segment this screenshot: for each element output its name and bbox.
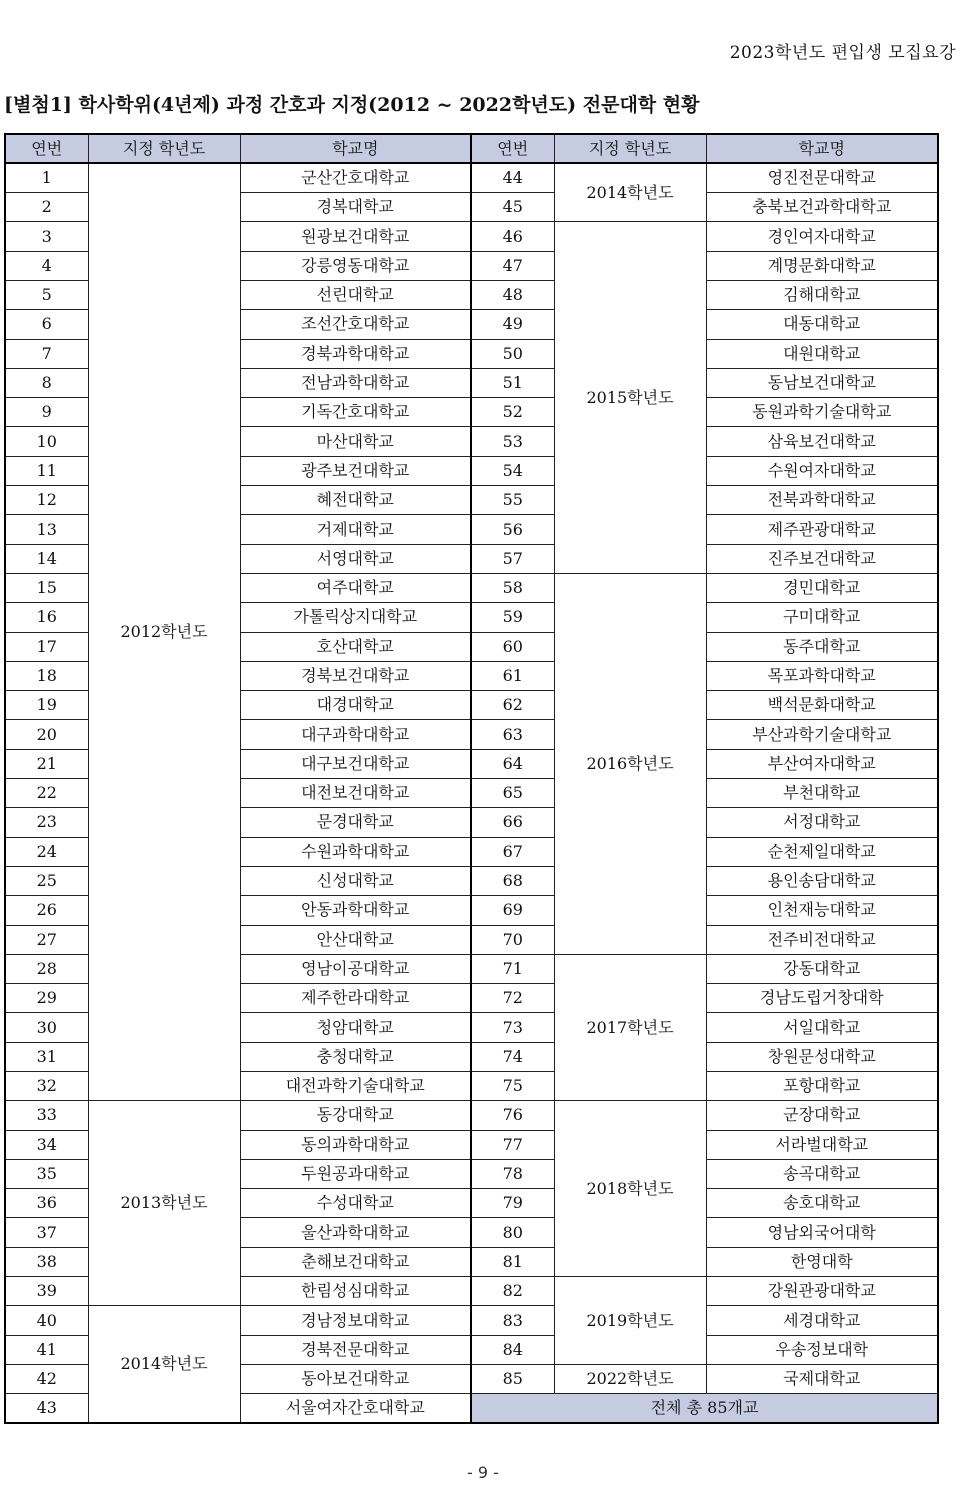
school-name: 대전보건대학교 [240, 779, 471, 808]
school-name: 제주관광대학교 [706, 515, 938, 544]
school-name: 한림성심대학교 [240, 1277, 471, 1306]
row-number: 53 [471, 427, 554, 456]
school-name: 동주대학교 [706, 632, 938, 661]
row-number: 30 [5, 1013, 88, 1042]
row-number: 68 [471, 866, 554, 895]
row-number: 32 [5, 1072, 88, 1101]
row-number: 64 [471, 749, 554, 778]
school-name: 대원대학교 [706, 339, 938, 368]
school-name: 계명문화대학교 [706, 251, 938, 280]
row-number: 39 [5, 1277, 88, 1306]
row-number: 52 [471, 398, 554, 427]
row-number: 35 [5, 1159, 88, 1188]
row-number: 11 [5, 456, 88, 485]
row-number: 41 [5, 1335, 88, 1364]
school-name: 우송정보대학 [706, 1335, 938, 1364]
school-name: 광주보건대학교 [240, 456, 471, 485]
school-name: 수원여자대학교 [706, 456, 938, 485]
col-header-year: 지정 학년도 [88, 134, 240, 163]
school-name: 백석문화대학교 [706, 691, 938, 720]
table-caption: [별첨1] 학사학위(4년제) 과정 간호과 지정(2012 ~ 2022학년도) 전문대학 현황 [4, 94, 700, 116]
school-name: 문경대학교 [240, 808, 471, 837]
row-number: 84 [471, 1335, 554, 1364]
school-name: 청암대학교 [240, 1013, 471, 1042]
school-name: 동의과학대학교 [240, 1130, 471, 1159]
row-number: 33 [5, 1101, 88, 1130]
school-name: 혜전대학교 [240, 486, 471, 515]
row-number: 47 [471, 251, 554, 280]
school-name: 구미대학교 [706, 603, 938, 632]
school-name: 제주한라대학교 [240, 984, 471, 1013]
school-name: 서라벌대학교 [706, 1130, 938, 1159]
school-name: 부산과학기술대학교 [706, 720, 938, 749]
school-name: 안동과학대학교 [240, 896, 471, 925]
school-name: 창원문성대학교 [706, 1042, 938, 1071]
school-name: 용인송담대학교 [706, 866, 938, 895]
school-name: 대전과학기술대학교 [240, 1072, 471, 1101]
row-number: 38 [5, 1247, 88, 1276]
school-name: 전남과학대학교 [240, 368, 471, 397]
school-name: 조선간호대학교 [240, 310, 471, 339]
school-name: 선린대학교 [240, 280, 471, 309]
school-name: 대구과학대학교 [240, 720, 471, 749]
school-name: 두원공과대학교 [240, 1159, 471, 1188]
row-number: 63 [471, 720, 554, 749]
designation-year: 2016학년도 [554, 573, 706, 954]
school-name: 울산과학대학교 [240, 1218, 471, 1247]
school-name: 송호대학교 [706, 1189, 938, 1218]
page-header: 2023학년도 편입생 모집요강 [729, 43, 956, 63]
row-number: 21 [5, 749, 88, 778]
school-name: 동강대학교 [240, 1101, 471, 1130]
row-number: 29 [5, 984, 88, 1013]
row-number: 31 [5, 1042, 88, 1071]
row-number: 1 [5, 163, 88, 192]
col-header-no: 연번 [5, 134, 88, 163]
col-header-year: 지정 학년도 [554, 134, 706, 163]
row-number: 9 [5, 398, 88, 427]
row-number: 75 [471, 1072, 554, 1101]
designation-year: 2013학년도 [88, 1101, 240, 1306]
row-number: 74 [471, 1042, 554, 1071]
row-number: 72 [471, 984, 554, 1013]
school-name: 경남정보대학교 [240, 1306, 471, 1335]
designation-year: 2017학년도 [554, 954, 706, 1100]
school-name: 안산대학교 [240, 925, 471, 954]
school-name: 경민대학교 [706, 573, 938, 602]
row-number: 62 [471, 691, 554, 720]
school-name: 포항대학교 [706, 1072, 938, 1101]
school-name: 서울여자간호대학교 [240, 1394, 471, 1423]
page-number: - 9 - [467, 1463, 499, 1482]
col-header-no: 연번 [471, 134, 554, 163]
row-number: 49 [471, 310, 554, 339]
school-name: 삼육보건대학교 [706, 427, 938, 456]
school-name: 영남외국어대학 [706, 1218, 938, 1247]
row-number: 42 [5, 1364, 88, 1393]
row-number: 77 [471, 1130, 554, 1159]
school-name: 서일대학교 [706, 1013, 938, 1042]
school-name: 동남보건대학교 [706, 368, 938, 397]
row-number: 12 [5, 486, 88, 515]
school-name: 경남도립거창대학 [706, 984, 938, 1013]
row-number: 73 [471, 1013, 554, 1042]
row-number: 45 [471, 193, 554, 222]
school-name: 진주보건대학교 [706, 544, 938, 573]
school-name: 강동대학교 [706, 954, 938, 983]
school-name: 경북전문대학교 [240, 1335, 471, 1364]
school-name: 동아보건대학교 [240, 1364, 471, 1393]
row-number: 3 [5, 222, 88, 251]
row-number: 59 [471, 603, 554, 632]
row-number: 26 [5, 896, 88, 925]
school-name: 기독간호대학교 [240, 398, 471, 427]
row-number: 55 [471, 486, 554, 515]
school-name: 영남이공대학교 [240, 954, 471, 983]
college-table [4, 133, 939, 1424]
school-name: 전주비전대학교 [706, 925, 938, 954]
row-number: 6 [5, 310, 88, 339]
school-name: 경북과학대학교 [240, 339, 471, 368]
row-number: 14 [5, 544, 88, 573]
school-name: 충청대학교 [240, 1042, 471, 1071]
row-number: 15 [5, 573, 88, 602]
school-name: 국제대학교 [706, 1364, 938, 1393]
school-name: 경인여자대학교 [706, 222, 938, 251]
row-number: 56 [471, 515, 554, 544]
row-number: 19 [5, 691, 88, 720]
school-name: 서영대학교 [240, 544, 471, 573]
school-name: 수원과학대학교 [240, 837, 471, 866]
row-number: 67 [471, 837, 554, 866]
school-name: 가톨릭상지대학교 [240, 603, 471, 632]
row-number: 17 [5, 632, 88, 661]
school-name: 김해대학교 [706, 280, 938, 309]
row-number: 60 [471, 632, 554, 661]
row-number: 27 [5, 925, 88, 954]
row-number: 8 [5, 368, 88, 397]
school-name: 원광보건대학교 [240, 222, 471, 251]
school-name: 대동대학교 [706, 310, 938, 339]
row-number: 7 [5, 339, 88, 368]
school-name: 대구보건대학교 [240, 749, 471, 778]
row-number: 50 [471, 339, 554, 368]
row-number: 80 [471, 1218, 554, 1247]
school-name: 수성대학교 [240, 1189, 471, 1218]
school-name: 여주대학교 [240, 573, 471, 602]
table-row [5, 1306, 938, 1335]
row-number: 10 [5, 427, 88, 456]
col-header-school: 학교명 [240, 134, 471, 163]
row-number: 24 [5, 837, 88, 866]
row-number: 2 [5, 193, 88, 222]
school-name: 강원관광대학교 [706, 1277, 938, 1306]
row-number: 13 [5, 515, 88, 544]
row-number: 54 [471, 456, 554, 485]
row-number: 20 [5, 720, 88, 749]
row-number: 18 [5, 661, 88, 690]
school-name: 호산대학교 [240, 632, 471, 661]
row-number: 44 [471, 163, 554, 192]
row-number: 82 [471, 1277, 554, 1306]
school-name: 서정대학교 [706, 808, 938, 837]
school-name: 송곡대학교 [706, 1159, 938, 1188]
school-name: 경북보건대학교 [240, 661, 471, 690]
row-number: 57 [471, 544, 554, 573]
designation-year: 2014학년도 [88, 1306, 240, 1423]
row-number: 37 [5, 1218, 88, 1247]
school-name: 군산간호대학교 [240, 163, 471, 192]
school-name: 동원과학기술대학교 [706, 398, 938, 427]
school-name: 인천재능대학교 [706, 896, 938, 925]
school-name: 군장대학교 [706, 1101, 938, 1130]
row-number: 61 [471, 661, 554, 690]
school-name: 거제대학교 [240, 515, 471, 544]
row-number: 58 [471, 573, 554, 602]
row-number: 22 [5, 779, 88, 808]
school-name: 영진전문대학교 [706, 163, 938, 192]
designation-year: 2012학년도 [88, 163, 240, 1101]
designation-year: 2014학년도 [554, 163, 706, 222]
row-number: 66 [471, 808, 554, 837]
school-name: 세경대학교 [706, 1306, 938, 1335]
row-number: 36 [5, 1189, 88, 1218]
row-number: 23 [5, 808, 88, 837]
total-count: 전체 총 85개교 [471, 1394, 938, 1423]
row-number: 81 [471, 1247, 554, 1276]
row-number: 48 [471, 280, 554, 309]
row-number: 69 [471, 896, 554, 925]
row-number: 25 [5, 866, 88, 895]
row-number: 43 [5, 1394, 88, 1423]
school-name: 순천제일대학교 [706, 837, 938, 866]
designation-year: 2019학년도 [554, 1277, 706, 1365]
row-number: 65 [471, 779, 554, 808]
table-header-row [5, 134, 938, 163]
row-number: 34 [5, 1130, 88, 1159]
school-name: 강릉영동대학교 [240, 251, 471, 280]
col-header-school: 학교명 [706, 134, 938, 163]
table-row [5, 163, 938, 192]
row-number: 71 [471, 954, 554, 983]
row-number: 5 [5, 280, 88, 309]
row-number: 83 [471, 1306, 554, 1335]
table-row [5, 1101, 938, 1130]
school-name: 대경대학교 [240, 691, 471, 720]
row-number: 79 [471, 1189, 554, 1218]
school-name: 마산대학교 [240, 427, 471, 456]
school-name: 신성대학교 [240, 866, 471, 895]
school-name: 충북보건과학대학교 [706, 193, 938, 222]
school-name: 목포과학대학교 [706, 661, 938, 690]
row-number: 78 [471, 1159, 554, 1188]
designation-year: 2018학년도 [554, 1101, 706, 1277]
row-number: 40 [5, 1306, 88, 1335]
row-number: 16 [5, 603, 88, 632]
designation-year: 2022학년도 [554, 1364, 706, 1393]
designation-year: 2015학년도 [554, 222, 706, 574]
row-number: 76 [471, 1101, 554, 1130]
school-name: 전북과학대학교 [706, 486, 938, 515]
row-number: 4 [5, 251, 88, 280]
school-name: 한영대학 [706, 1247, 938, 1276]
row-number: 70 [471, 925, 554, 954]
row-number: 51 [471, 368, 554, 397]
school-name: 경복대학교 [240, 193, 471, 222]
school-name: 부산여자대학교 [706, 749, 938, 778]
row-number: 46 [471, 222, 554, 251]
school-name: 춘해보건대학교 [240, 1247, 471, 1276]
row-number: 28 [5, 954, 88, 983]
row-number: 85 [471, 1364, 554, 1393]
school-name: 부천대학교 [706, 779, 938, 808]
